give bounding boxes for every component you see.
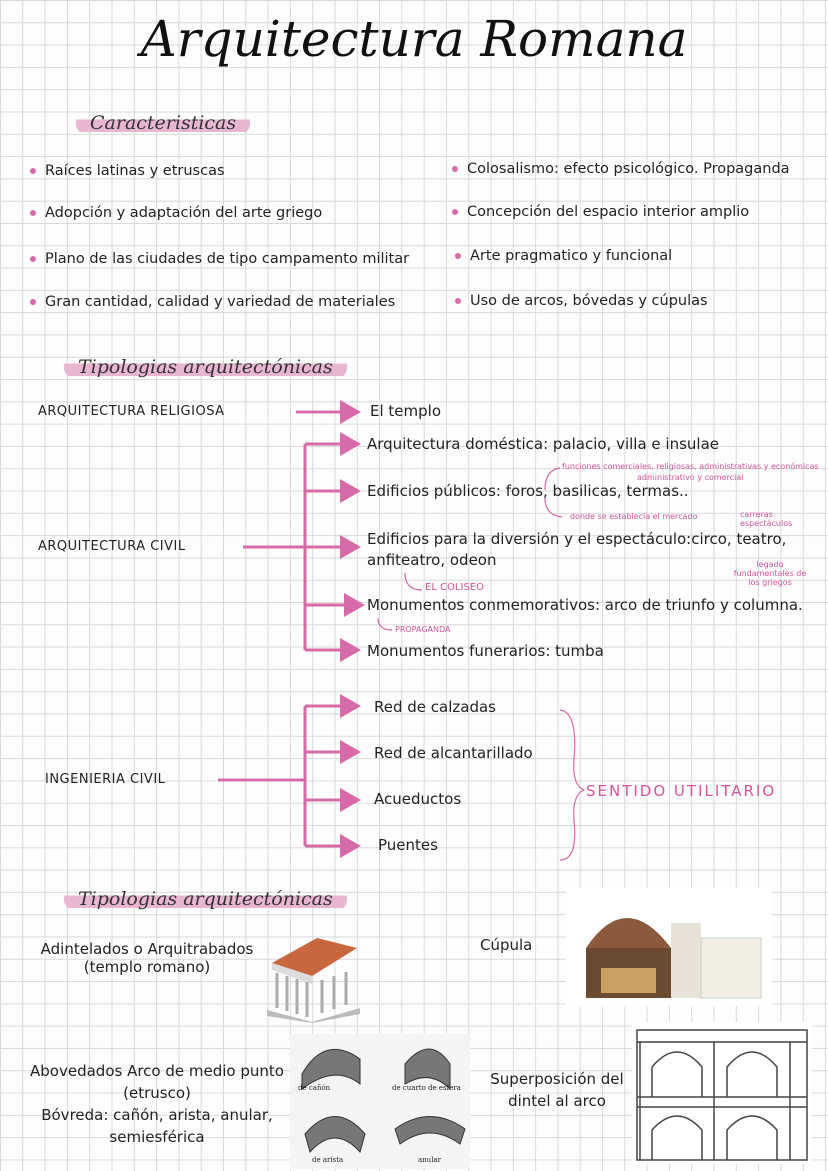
vault-label: anular — [418, 1156, 441, 1164]
civil-item: Monumentos funerarios: tumba — [367, 642, 604, 660]
vault-label: de arista — [312, 1156, 344, 1164]
civil-item: Edificios públicos: foros, basilicas, termas.. — [367, 482, 689, 500]
civil-item: Arquitectura doméstica: palacio, villa e insulae — [367, 435, 720, 453]
vault-label: de cañón — [298, 1084, 331, 1092]
vault-drawings — [290, 1034, 470, 1169]
bullet: Arte pragmatico y funcional — [455, 248, 672, 264]
note-funciones: funciones comerciales, religiosas, administrativas y económicas — [562, 462, 819, 471]
ingenieria-item: Red de alcantarillado — [374, 744, 533, 762]
bullet: Uso de arcos, bóvedas y cúpulas — [455, 293, 708, 309]
bullet: Plano de las ciudades de tipo campamento militar — [30, 251, 409, 267]
label-ingenieria-civil: INGENIERIA CIVIL — [45, 772, 166, 787]
civil-item: Edificios para la diversión y el espectáculo:circo, teatro, — [367, 530, 787, 548]
bullet: Raíces latinas y etruscas — [30, 163, 225, 179]
pantheon-image — [566, 888, 772, 1006]
text: dintel al arco — [508, 1092, 606, 1110]
label-abovedados — [22, 1060, 292, 1148]
label-arquitectura-civil: ARQUITECTURA CIVIL — [38, 539, 186, 554]
text: (templo romano) — [83, 958, 211, 976]
note-admin: administrativo y comercial — [637, 473, 744, 482]
section-heading-tipologias-2: Tipologias arquitectónicas — [64, 888, 347, 910]
label-cupula: Cúpula — [480, 936, 533, 954]
note-legado: legado fundamentales de los griegos — [733, 560, 807, 587]
ingenieria-item: Acueductos — [374, 790, 462, 808]
bullet: Concepción del espacio interior amplio — [452, 204, 749, 220]
bullet: Colosalismo: efecto psicológico. Propaganda — [452, 161, 790, 177]
text: Abovedados Arco de medio punto — [30, 1062, 284, 1080]
note-mercado: donde se establecía el mercado — [570, 512, 698, 521]
arch-facade-image — [632, 1022, 812, 1164]
vault-label: de cuarto de esfera — [392, 1084, 461, 1092]
ingenieria-item: Puentes — [378, 836, 438, 854]
label-superposicion — [482, 1068, 632, 1112]
note-carreras: carreras espectáculos — [740, 510, 793, 528]
vaults-image — [290, 1034, 470, 1169]
section-heading-tipologias: Tipologias arquitectónicas — [64, 356, 347, 378]
summary-sentido-utilitario: SENTIDO UTILITARIO — [586, 782, 777, 800]
note-coliseo: EL COLISEO — [425, 582, 484, 593]
item-templo: El templo — [370, 402, 442, 420]
section-heading-caracteristicas: Caracteristicas — [76, 112, 250, 134]
label-adintelados — [32, 940, 262, 976]
page-title: Arquitectura Romana — [140, 10, 688, 68]
text: (etrusco) — [123, 1084, 191, 1102]
text: Superposición del — [490, 1070, 624, 1088]
bullet: Gran cantidad, calidad y variedad de materiales — [30, 294, 395, 310]
civil-item: Monumentos conmemorativos: arco de triunfo y columna. — [367, 596, 803, 614]
label-arquitectura-religiosa: ARQUITECTURA RELIGIOSA — [38, 404, 225, 419]
text: Bóvreda: cañón, arista, anular, — [41, 1106, 273, 1124]
note-propaganda: PROPAGANDA — [395, 625, 451, 634]
civil-item: anfiteatro, odeon — [367, 551, 497, 569]
text: Adintelados o Arquitrabados — [40, 940, 254, 958]
bullet: Adopción y adaptación del arte griego — [30, 205, 322, 221]
text: semiesférica — [109, 1128, 205, 1146]
temple-image — [262, 918, 362, 1023]
ingenieria-item: Red de calzadas — [374, 698, 496, 716]
